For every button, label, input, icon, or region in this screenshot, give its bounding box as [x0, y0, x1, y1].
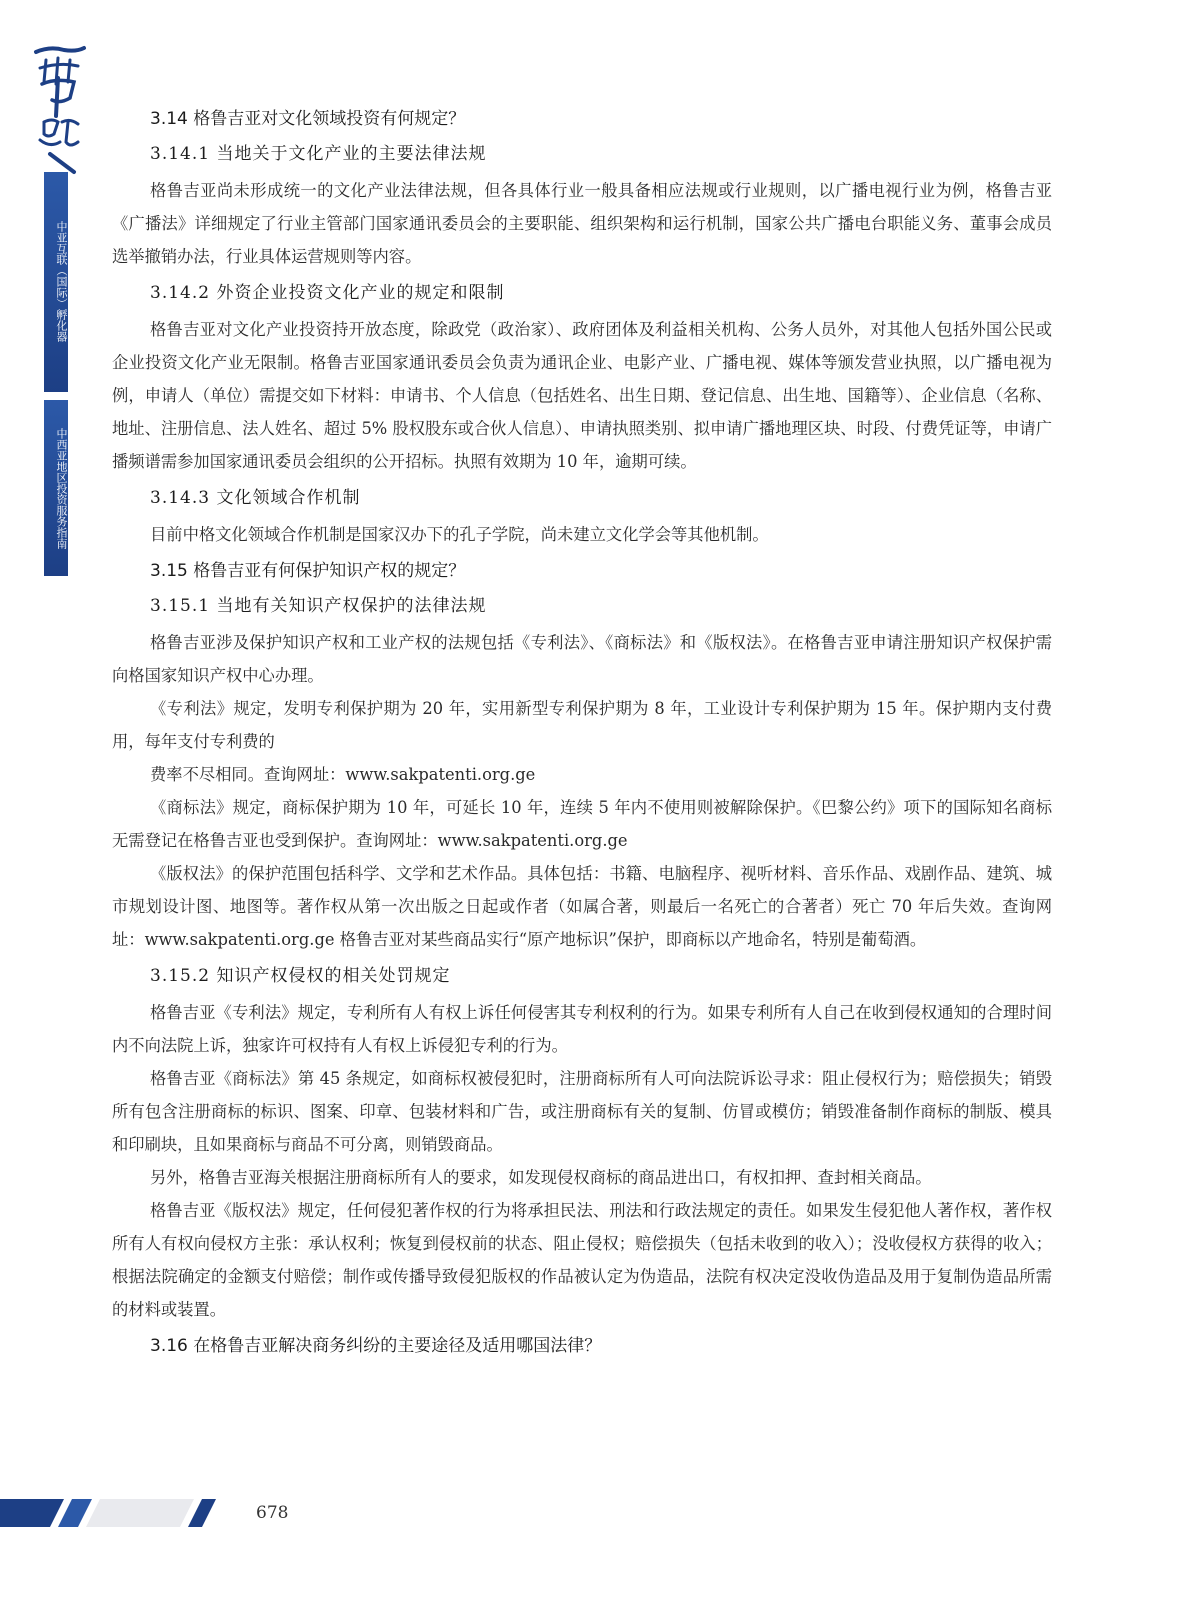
paragraph: 《版权法》的保护范围包括科学、文学和艺术作品。具体包括：书籍、电脑程序、视听材料、音乐作品、戏剧作品、建筑、城市规划设计图、地图等。著作权从第一次出版之日起或作者（如属合著，则最后一名死亡的合著者）死亡 70 年后失效。查询网址：www.sakpatenti.org.ge 格鲁吉亚对某些商品实行“原产地标识”保护，即商标以产地命名，特别是葡萄酒。 [112, 864, 1052, 949]
logo-text: 一带一路 [59, 110, 63, 111]
belt-and-road-logo [30, 38, 88, 178]
subsection-heading-3-14-3: 3.14.3 文化领域合作机制 [150, 488, 361, 508]
paragraph: 格鲁吉亚《版权法》规定，任何侵犯著作权的行为将承担民法、刑法和行政法规定的责任。如果发生侵犯他人著作权，著作权所有人有权向侵权方主张：承认权利；恢复到侵权前的状态、阻止侵权；赔偿损失（包括未收到的收入）；没收侵权方获得的收入；根据法院确定的金额支付赔偿；制作或传播导致侵犯版权的作品被认定为伪造品，法院有权决定没收伪造品及用于复制伪造品所需的材料或装置。 [112, 1201, 1052, 1319]
vertical-title-incubator: 中亚互联（国际）孵化器 [55, 220, 68, 342]
page-content [112, 103, 1052, 1365]
paragraph: 《商标法》规定，商标保护期为 10 年，可延长 10 年，连续 5 年内不使用则被解除保护。《巴黎公约》项下的国际知名商标无需登记在格鲁吉亚也受到保护。查询网址：www.sakpatenti.org.ge [112, 798, 1052, 850]
page-number: 678 [256, 1503, 289, 1523]
paragraph: 格鲁吉亚《专利法》规定，专利所有人有权上诉任何侵害其专利权利的行为。如果专利所有人自己在收到侵权通知的合理时间内不向法院上诉，独家许可权持有人有权上诉侵犯专利的行为。 [112, 1003, 1052, 1055]
subsection-heading-3-15-2: 3.15.2 知识产权侵权的相关处罚规定 [150, 966, 451, 986]
paragraph: 格鲁吉亚涉及保护知识产权和工业产权的法规包括《专利法》、《商标法》和《版权法》。在格鲁吉亚申请注册知识产权保护需向格国家知识产权中心办理。 [112, 633, 1052, 685]
paragraph: 《专利法》规定，发明专利保护期为 20 年，实用新型专利保护期为 8 年，工业设计专利保护期为 15 年。保护期内支付费用，每年支付专利费的 [112, 699, 1052, 751]
subsection-heading-3-14-1: 3.14.1 当地关于文化产业的主要法律法规 [150, 144, 487, 164]
subsection-heading-3-15-1: 3.15.1 当地有关知识产权保护的法律法规 [150, 596, 487, 616]
section-heading-3-15: 3.15 格鲁吉亚有何保护知识产权的规定？ [150, 561, 466, 581]
paragraph: 格鲁吉亚《商标法》第 45 条规定，如商标权被侵犯时，注册商标所有人可向法院诉讼寻求：阻止侵权行为；赔偿损失；销毁所有包含注册商标的标识、图案、印章、包装材料和广告，或注册商标有关的复制、仿冒或模仿；销毁准备制作商标的制版、模具和印刷块，且如果商标与商品不可分离，则销毁商品。 [112, 1069, 1052, 1154]
section-heading-3-16: 3.16 在格鲁吉亚解决商务纠纷的主要途径及适用哪国法律？ [150, 1336, 602, 1356]
vertical-title-guide: 中西亚地区投资服务指南 [55, 427, 68, 549]
section-heading-3-14: 3.14 格鲁吉亚对文化领域投资有何规定？ [150, 109, 466, 129]
paragraph: 费率不尽相同。查询网址：www.sakpatenti.org.ge [150, 765, 536, 784]
paragraph: 格鲁吉亚尚未形成统一的文化产业法律法规，但各具体行业一般具备相应法规或行业规则，以广播电视行业为例，格鲁吉亚《广播法》详细规定了行业主管部门国家通讯委员会的主要职能、组织架构和运行机制，国家公共广播电台职能义务、董事会成员选举撤销办法，行业具体运营规则等内容。 [112, 181, 1052, 266]
subsection-heading-3-14-2: 3.14.2 外资企业投资文化产业的规定和限制 [150, 283, 505, 303]
paragraph: 格鲁吉亚对文化产业投资持开放态度，除政党（政治家）、政府团体及利益相关机构、公务人员外，对其他人包括外国公民或企业投资文化产业无限制。格鲁吉亚国家通讯委员会负责为通讯企业、电影产业、广播电视、媒体等颁发营业执照，以广播电视为例，申请人（单位）需提交如下材料：申请书、个人信息（包括姓名、出生日期、登记信息、出生地、国籍等）、企业信息（名称、地址、注册信息、法人姓名、超过 5% 股权股东或合伙人信息）、申请执照类别、拟申请广播地理区块、时段、付费凭证等，申请广播频谱需参加国家通讯委员会组织的公开招标。执照有效期为 10 年，逾期可续。 [112, 320, 1052, 471]
paragraph: 目前中格文化领域合作机制是国家汉办下的孔子学院，尚未建立文化学会等其他机制。 [150, 525, 769, 544]
footer-stripes [0, 1493, 240, 1533]
paragraph: 另外，格鲁吉亚海关根据注册商标所有人的要求，如发现侵权商标的商品进出口，有权扣押、查封相关商品。 [150, 1168, 932, 1187]
